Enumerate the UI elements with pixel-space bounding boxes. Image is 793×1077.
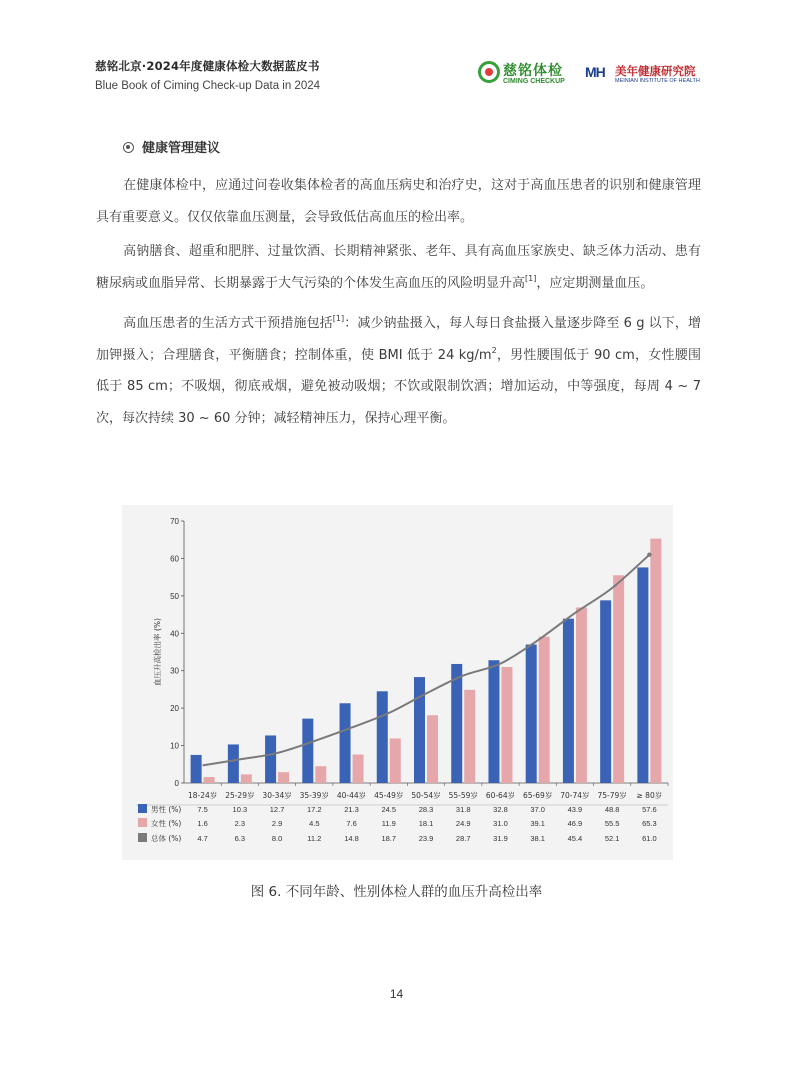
document-header-subtitle: Blue Book of Ciming Check-up Data in 2024 <box>95 80 321 92</box>
legend-swatch <box>138 833 147 842</box>
x-tick-label: 50-54岁 <box>411 791 441 800</box>
x-tick-label: 75-79岁 <box>597 791 627 800</box>
male-bar <box>488 660 499 783</box>
y-tick-label: 70 <box>170 517 179 526</box>
legend-label: 男性 (%) <box>151 805 182 814</box>
table-value: 65.3 <box>642 819 657 828</box>
male-bar <box>600 600 611 783</box>
paragraph-2 <box>96 236 701 299</box>
legend-label: 女性 (%) <box>151 819 182 828</box>
male-bar <box>377 691 388 783</box>
table-value: 55.5 <box>604 819 620 828</box>
y-tick-label: 50 <box>170 591 179 601</box>
legend-swatch <box>138 818 147 827</box>
male-bar <box>526 645 537 783</box>
table-value: 31.9 <box>493 834 508 843</box>
y-tick-label: 10 <box>170 741 179 751</box>
table-value: 32.8 <box>493 805 508 814</box>
citation-ref: [1] <box>525 273 537 283</box>
female-bar <box>241 774 252 783</box>
x-tick-label: 55-59岁 <box>448 791 478 800</box>
table-value: 24.5 <box>381 805 397 814</box>
table-value: 4.7 <box>197 834 208 843</box>
table-value: 57.6 <box>642 805 657 814</box>
legend-label: 总体 (%) <box>151 834 182 843</box>
table-value: 46.9 <box>567 819 583 828</box>
section-heading <box>123 137 220 156</box>
ciming-logo-english: CIMING CHECKUP <box>503 78 565 85</box>
table-value: 18.7 <box>381 834 397 843</box>
table-value: 24.9 <box>455 819 471 828</box>
x-tick-label: 45-49岁 <box>374 791 404 800</box>
female-bar <box>539 637 550 783</box>
page-number: 14 <box>389 987 404 1001</box>
table-value: 7.6 <box>346 819 357 828</box>
male-bar <box>637 567 648 783</box>
paragraph-1 <box>96 170 701 233</box>
ciming-logo-icon <box>478 61 500 83</box>
y-tick-label: 40 <box>170 629 179 639</box>
document-header-title: 慈铭北京·2024年度健康体检大数据蓝皮书 <box>95 59 320 73</box>
table-value: 31.0 <box>493 819 508 828</box>
table-value: 7.5 <box>197 805 208 814</box>
paragraph-3-text-a: 高血压患者的生活方式干预措施包括 <box>123 316 333 331</box>
female-bar <box>278 772 289 783</box>
table-value: 10.3 <box>232 805 248 814</box>
table-value: 23.9 <box>418 834 434 843</box>
female-bar <box>427 715 438 783</box>
female-bar <box>315 766 326 783</box>
x-tick-label: ≥ 80岁 <box>636 791 663 800</box>
table-value: 61.0 <box>642 834 657 843</box>
table-value: 4.5 <box>309 819 320 828</box>
table-value: 21.3 <box>344 805 359 814</box>
paragraph-1-text: 在健康体检中，应通过问卷收集体检者的高血压病史和治疗史，这对于高血压患者的识别和健康管理具有重要意义。仅仅依靠血压测量，会导致低估高血压的检出率。 <box>96 178 701 225</box>
female-bar <box>204 777 215 783</box>
x-tick-label: 40-44岁 <box>336 791 367 800</box>
female-bar <box>464 690 475 783</box>
meinian-logo-name: 美年健康研究院 <box>615 64 696 78</box>
table-value: 11.2 <box>307 834 322 843</box>
male-bar <box>191 755 202 783</box>
citation-ref: [1] <box>332 314 345 323</box>
y-tick-label: 60 <box>170 554 179 564</box>
table-value: 48.8 <box>604 805 620 814</box>
male-bar <box>265 735 276 783</box>
table-value: 6.3 <box>234 834 246 843</box>
table-value: 8.0 <box>271 834 283 843</box>
table-value: 11.9 <box>381 819 396 828</box>
table-value: 12.7 <box>269 805 285 814</box>
table-value: 43.9 <box>567 805 583 814</box>
table-value: 52.1 <box>604 834 620 843</box>
table-value: 28.7 <box>455 834 471 843</box>
female-bar <box>650 539 661 783</box>
table-value: 39.1 <box>530 819 545 828</box>
male-bar <box>451 664 462 783</box>
male-bar <box>414 677 425 783</box>
x-tick-label: 65-69岁 <box>523 791 553 800</box>
table-value: 28.3 <box>418 805 434 814</box>
table-value: 18.1 <box>418 819 434 828</box>
paragraph-3-text-c: ，男性腰围低于 90 cm，女性腰围低于 85 cm；不吸烟，彻底戒烟，避免被动吸烟；不饮或限制饮酒；增加运动，中等强度，每周 4 ~ 7 次，每次持续 30 ~ 60 分钟；减轻精神压力，保持心理平衡。 <box>96 347 701 426</box>
ciming-logo <box>478 60 573 90</box>
table-value: 1.6 <box>197 819 208 828</box>
female-bar <box>613 575 624 783</box>
bullet-circle-icon <box>123 142 134 153</box>
female-bar <box>353 755 364 783</box>
table-value: 37.0 <box>530 805 545 814</box>
x-tick-label: 18-24岁 <box>187 791 218 800</box>
table-value: 17.2 <box>307 805 322 814</box>
ciming-logo-name: 慈铭体检 <box>503 63 563 79</box>
female-bar <box>390 738 401 783</box>
total-line-end-point <box>647 552 651 556</box>
x-tick-label: 70-74岁 <box>560 791 590 800</box>
y-tick-label: 30 <box>170 666 179 676</box>
x-tick-label: 25-29岁 <box>225 791 255 800</box>
male-bar <box>302 719 313 783</box>
table-value: 2.3 <box>234 819 246 828</box>
table-value: 14.8 <box>344 834 359 843</box>
table-value: 38.1 <box>530 834 545 843</box>
female-bar <box>576 607 587 783</box>
paragraph-3 <box>96 308 701 434</box>
meinian-logo-icon: MH <box>585 64 605 80</box>
y-axis-label: 血压升高检出率 (%) <box>153 618 162 686</box>
meinian-logo-english: MEINIAN INSTITUTE OF HEALTH <box>615 78 700 84</box>
meinian-logo <box>585 62 700 88</box>
y-tick-label: 0 <box>174 779 179 788</box>
legend-swatch <box>138 804 147 813</box>
x-tick-label: 30-34岁 <box>262 791 292 800</box>
table-value: 45.4 <box>567 834 583 843</box>
paragraph-3-text-b: ：减少钠盐摄入，每人每日食盐摄入量逐步降至 6 g 以下，增加钾摄入；合理膳食，平衡膳食；控制体重，使 BMI 低于 24 kg/m <box>96 316 701 363</box>
table-value: 31.8 <box>455 805 471 814</box>
male-bar <box>228 744 239 783</box>
table-value: 2.9 <box>271 819 283 828</box>
paragraph-2-text-b: ，应定期测量血压。 <box>536 275 654 291</box>
hypertension-rate-chart <box>122 505 673 860</box>
male-bar <box>563 619 574 783</box>
figure-caption: 图 6. 不同年龄、性别体检人群的血压升高检出率 <box>250 884 543 900</box>
female-bar <box>501 667 512 783</box>
male-bar <box>340 703 351 783</box>
x-tick-label: 35-39岁 <box>299 791 329 800</box>
superscript-2: 2 <box>491 345 497 355</box>
y-tick-label: 20 <box>170 704 179 714</box>
paragraph-2-text-a: 高钠膳食、超重和肥胖、过量饮酒、长期精神紧张、老年、具有高血压家族史、缺乏体力活动、患有糖尿病或血脂异常、长期暴露于大气污染的个体发生高血压的风险明显升高 <box>96 244 701 291</box>
section-heading-text: 健康管理建议 <box>142 141 221 156</box>
x-tick-label: 60-64岁 <box>485 791 516 800</box>
